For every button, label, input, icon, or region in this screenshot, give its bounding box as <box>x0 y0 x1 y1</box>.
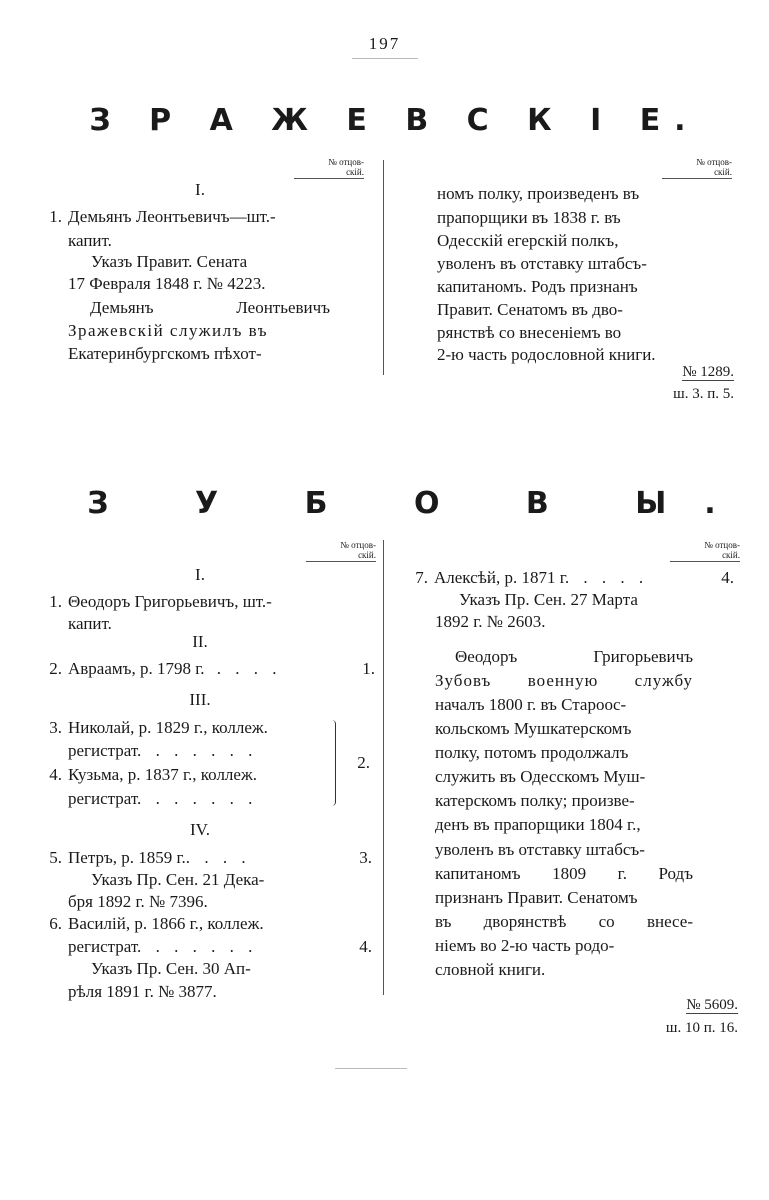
bio-line: Зражевскій служилъ въ <box>68 321 268 340</box>
bio-line: 2-ю часть родословной книги. <box>437 345 656 364</box>
leader-dots: . . . . <box>216 659 282 678</box>
father-number: 4. <box>359 937 372 956</box>
entry-text: Николай, р. 1829 г., коллеж. <box>68 718 268 737</box>
bio-line: номъ полку, произведенъ въ <box>437 184 640 203</box>
entry-text: Василій, р. 1866 г., коллеж. <box>68 914 264 933</box>
generation-marker: III. <box>189 690 211 709</box>
entry-text: регистрат. <box>68 789 142 808</box>
entry-number: 4. <box>49 765 62 784</box>
entry-7-line-1 <box>410 566 648 590</box>
entry-text: Авраамъ, р. 1798 г. <box>68 659 205 678</box>
entry-1-line-2: капит. <box>68 614 112 633</box>
generation-marker: I. <box>195 180 205 199</box>
leader-dots: . . . . . . <box>155 789 258 808</box>
decree-line-2: 1892 г. № 2603. <box>435 612 546 631</box>
bio-line: катерскомъ полку; произве- <box>435 791 635 810</box>
reference-number <box>630 997 738 1014</box>
entry-text: регистрат. <box>68 741 142 760</box>
entry-6-line-1 <box>44 912 264 936</box>
decree-line-1: Указъ Пр. Сен. 21 Дека- <box>91 870 265 889</box>
bio-line: денъ въ прапорщики 1804 г., <box>435 815 641 834</box>
entry-text: Петръ, р. 1859 г.. <box>68 848 191 867</box>
column-header-father-no <box>306 540 376 562</box>
entry-number: 3. <box>49 718 62 737</box>
entry-5-line-1 <box>44 846 251 870</box>
bio-line: Одесскій егерскій полкъ, <box>437 231 619 250</box>
bio-line: кольскомъ Мушкатерскомъ <box>435 719 632 738</box>
family-title-zubovy: З У Б О В Ы. <box>87 486 754 521</box>
column-divider <box>383 540 384 995</box>
bio-line: капитаномъ 1809 г. Родъ <box>435 864 693 883</box>
shelf-mark: ш. 3. п. 5. <box>673 386 734 402</box>
decree-line-1: Указъ Правит. Сената <box>91 252 248 271</box>
father-number: 4. <box>721 568 734 587</box>
decree-line-2: бря 1892 г. № 7396. <box>68 892 208 911</box>
bio-line: въ дворянствѣ со внесе- <box>435 912 693 931</box>
column-header-line: № отцов- <box>340 540 376 550</box>
bio-line: Зубовъ военную службу <box>435 671 693 690</box>
bio-line: признанъ Правит. Сенатомъ <box>435 888 638 907</box>
column-header-line: № отцов- <box>704 540 740 550</box>
bottom-rule <box>335 1068 407 1069</box>
entry-4-line-1 <box>44 763 257 787</box>
father-number: 2. <box>357 753 370 772</box>
leader-dots: . . . . <box>583 568 649 587</box>
column-header-line: скій. <box>294 167 364 179</box>
leader-dots: . . . <box>204 848 251 867</box>
entry-number: 5. <box>49 848 62 867</box>
bio-line: капитаномъ. Родъ признанъ <box>437 277 638 296</box>
column-header-line: № отцов- <box>328 157 364 167</box>
entry-1-line-2: капит. <box>68 231 112 250</box>
generation-marker: IV. <box>190 820 210 839</box>
entry-1-line-1 <box>44 205 276 229</box>
entry-text: регистрат. <box>68 937 142 956</box>
entry-text: Алексѣй, р. 1871 г. <box>434 568 570 587</box>
shelf-mark: ш. 10 п. 16. <box>665 1020 738 1036</box>
generation-marker: I. <box>195 565 205 584</box>
column-divider <box>383 160 384 375</box>
entry-1-line-1 <box>44 590 272 614</box>
reference-number <box>640 364 734 381</box>
entry-3-line-2 <box>68 739 257 763</box>
entry-number: 6. <box>49 914 62 933</box>
column-header-line: скій. <box>306 550 376 562</box>
column-header-line: скій. <box>670 550 740 562</box>
entry-number: 1. <box>49 207 62 226</box>
column-header-father-no <box>662 157 732 179</box>
page-number: 197 <box>368 34 401 53</box>
bio-line: Демьянъ Леонтьевичъ <box>90 298 330 317</box>
decree-line-2: 17 Февраля 1848 г. № 4223. <box>68 274 266 293</box>
entry-2-line-1 <box>44 657 282 681</box>
column-header-father-no <box>670 540 740 562</box>
leader-dots: . . . . . . <box>155 741 258 760</box>
reference-number-text: № 5609. <box>686 997 738 1013</box>
entry-text: Кузьма, р. 1837 г., коллеж. <box>68 765 257 784</box>
bio-line: рянствѣ со внесеніемъ во <box>437 323 622 342</box>
column-header-line: № отцов- <box>696 157 732 167</box>
bio-line: началъ 1800 г. въ Старооc- <box>435 695 627 714</box>
bio-line: служить въ Одесскомъ Муш- <box>435 767 646 786</box>
entry-text: Демьянъ Леонтьевичъ—шт.- <box>68 207 276 226</box>
entry-6-line-2 <box>68 935 257 959</box>
bio-line: Екатеринбургскомъ пѣхот- <box>68 344 262 363</box>
bio-line: словной книги. <box>435 960 546 979</box>
top-rule <box>352 58 418 59</box>
entry-text: Θеодоръ Григорьевичъ, шт.- <box>68 592 272 611</box>
entry-number: 1. <box>49 592 62 611</box>
decree-line-2: рѣля 1891 г. № 3877. <box>68 982 217 1001</box>
entry-3-line-1 <box>44 716 268 740</box>
column-header-line: скій. <box>662 167 732 179</box>
entry-4-line-2 <box>68 787 257 811</box>
leader-dots: . . . . . . <box>155 937 258 956</box>
bio-line: Θеодоръ Григорьевичъ <box>455 647 693 666</box>
decree-line-1: Указъ Пр. Сен. 27 Марта <box>459 590 638 609</box>
bio-line: уволенъ въ отставку штабсъ- <box>437 254 647 273</box>
bio-line: полку, потомъ продолжалъ <box>435 743 629 762</box>
family-title-zrazhevskie: З Р А Ж Е В С К І Е. <box>89 103 700 138</box>
entry-number: 2. <box>49 659 62 678</box>
reference-number-text: № 1289. <box>682 364 734 380</box>
bio-line: прапорщики въ 1838 г. въ <box>437 208 621 227</box>
bio-line: ніемъ во 2-ю часть родо- <box>435 936 615 955</box>
generation-marker: II. <box>192 632 208 651</box>
bio-line: Правит. Сенатомъ въ дво- <box>437 300 623 319</box>
decree-line-1: Указъ Пр. Сен. 30 Ап- <box>91 959 251 978</box>
father-number: 3. <box>359 848 372 867</box>
bio-line: уволенъ въ отставку штабсъ- <box>435 840 645 859</box>
father-number: 1. <box>362 659 375 678</box>
column-header-father-no <box>294 157 364 179</box>
entry-number: 7. <box>415 568 428 587</box>
